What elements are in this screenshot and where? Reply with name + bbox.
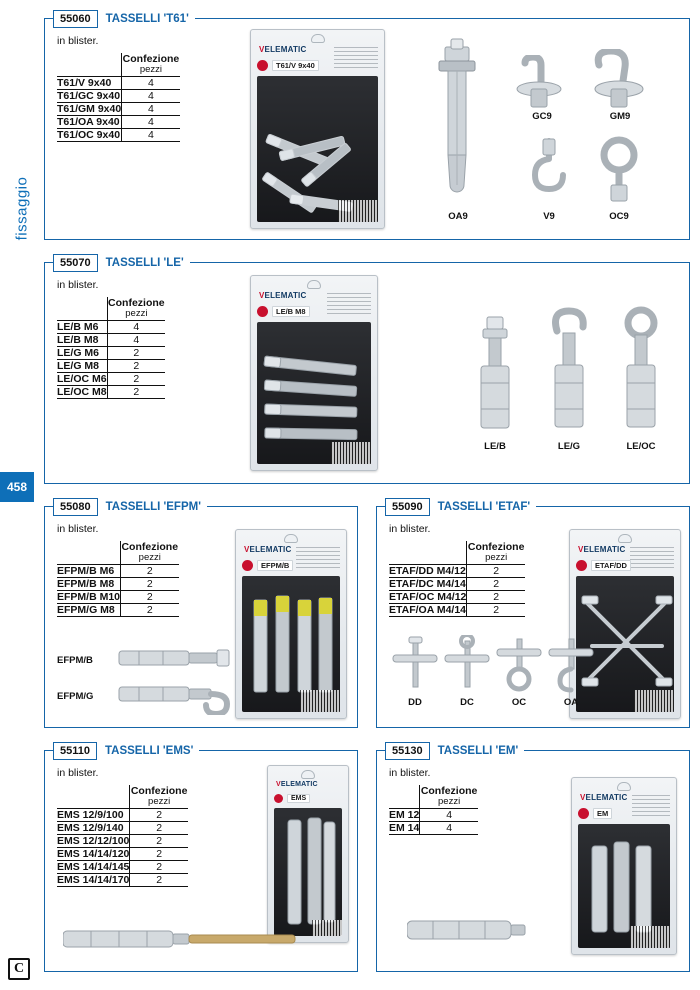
table-row: T61/GM 9x40 4 <box>57 102 180 115</box>
section-title: TASSELLI 'T61' <box>98 10 189 28</box>
figure-oa9 <box>419 37 497 222</box>
figure-le-oc <box>611 305 671 450</box>
pack-label-row <box>274 794 342 803</box>
section-header-55110 <box>53 742 199 760</box>
figure-caption: OA <box>563 697 579 708</box>
brand-dot-icon <box>257 306 268 317</box>
pack-label-row <box>578 808 670 819</box>
section-55110 <box>44 745 358 972</box>
section-header-55080 <box>53 498 207 516</box>
table-row: EFPM/B M6 2 <box>57 564 179 577</box>
figure-efpm-g <box>115 675 245 720</box>
col-name-header <box>57 785 130 808</box>
pack-label: LE/B M8 <box>272 306 310 317</box>
barcode <box>630 926 670 948</box>
col-qty-header: Confezione pezzi <box>122 53 180 76</box>
table-row: ETAF/DC M4/14 2 <box>389 577 525 590</box>
table-row: EFPM/G M8 2 <box>57 603 179 616</box>
col-name-header <box>389 785 420 808</box>
section-title: TASSELLI 'EMS' <box>97 742 193 760</box>
blister-note: in blister. <box>389 523 431 535</box>
section-55060 <box>44 13 690 240</box>
figure-caption: DD <box>408 697 422 708</box>
product-table-55110 <box>57 785 188 887</box>
product-pack-image <box>250 29 385 229</box>
pack-label-row <box>242 560 340 571</box>
barcode <box>300 690 340 712</box>
pack-label: T61/V 9x40 <box>272 60 319 71</box>
section-code: 55110 <box>53 742 97 760</box>
table-row: EMS 12/9/100 2 <box>57 808 188 821</box>
section-header-55070 <box>53 254 190 272</box>
hang-hole <box>618 534 632 543</box>
section-header-55090 <box>385 498 536 516</box>
table-row: EMS 12/12/100 2 <box>57 834 188 847</box>
col-qty-header: Confezione pezzi <box>121 541 179 564</box>
section-code: 55060 <box>53 10 98 28</box>
figure-gm9 <box>587 49 653 122</box>
hang-hole <box>307 280 321 289</box>
hang-hole <box>311 34 325 43</box>
product-table-55080 <box>57 541 179 617</box>
figure-caption: OA9 <box>448 211 468 222</box>
section-55130 <box>376 745 690 972</box>
figure-oa <box>547 635 595 706</box>
table-row: T61/V 9x40 4 <box>57 76 180 89</box>
figure-dc <box>443 635 491 706</box>
col-name-header <box>389 541 467 564</box>
figure-caption-efpm-g: EFPM/G <box>57 691 94 702</box>
section-55070 <box>44 257 690 484</box>
pack-label-row <box>257 306 371 317</box>
figure-oc <box>495 635 543 706</box>
table-row: T61/OC 9x40 4 <box>57 128 180 141</box>
figure-caption: OC <box>511 697 527 708</box>
brand-logo: VELEMATIC <box>276 781 318 788</box>
brand-logo: VELEMATIC <box>580 793 628 802</box>
category-label: fissaggio <box>13 176 31 241</box>
table-row: ETAF/OA M4/14 2 <box>389 603 525 616</box>
publisher-logo: C <box>8 958 30 980</box>
product-pack-image <box>571 777 677 955</box>
figure-dd <box>391 635 439 706</box>
figure-le-b <box>465 313 525 452</box>
figure-ems-detail <box>63 917 303 962</box>
pack-label-row <box>576 560 674 571</box>
product-table-55090 <box>389 541 525 617</box>
barcode <box>312 920 342 936</box>
figure-v9 <box>519 137 579 222</box>
blister-note: in blister. <box>57 523 99 535</box>
col-name-header <box>57 53 122 76</box>
figure-caption: LE/B <box>484 441 506 452</box>
table-row: LE/B M6 4 <box>57 320 165 333</box>
figure-caption: LE/OC <box>626 441 656 452</box>
hang-hole <box>301 770 315 779</box>
table-row: EFPM/B M10 2 <box>57 590 179 603</box>
page-number: 458 <box>0 472 34 502</box>
figure-caption-efpm-b: EFPM/B <box>57 655 93 666</box>
table-row: T61/OA 9x40 4 <box>57 115 180 128</box>
brand-dot-icon <box>242 560 253 571</box>
table-row: EMS 14/14/120 2 <box>57 847 188 860</box>
section-55080 <box>44 501 358 728</box>
table-row: LE/OC M8 2 <box>57 385 165 398</box>
table-row: ETAF/DD M4/12 2 <box>389 564 525 577</box>
section-55090 <box>376 501 690 728</box>
table-row: ETAF/OC M4/12 2 <box>389 590 525 603</box>
brand-dot-icon <box>274 794 283 803</box>
hang-hole <box>284 534 298 543</box>
barcode <box>634 690 674 712</box>
table-row: LE/B M8 4 <box>57 333 165 346</box>
figure-caption: V9 <box>543 211 555 222</box>
figure-efpm-b <box>115 639 235 680</box>
blister-note: in blister. <box>57 35 99 47</box>
product-table-55130 <box>389 785 478 835</box>
section-title: TASSELLI 'LE' <box>98 254 184 272</box>
pack-label: ETAF/DD <box>591 560 631 571</box>
brand-dot-icon <box>578 808 589 819</box>
brand-logo: VELEMATIC <box>259 291 307 300</box>
section-code: 55130 <box>385 742 430 760</box>
brand-logo: VELEMATIC <box>578 545 626 554</box>
hang-hole <box>617 782 631 791</box>
col-qty-header: Confezione pezzi <box>130 785 188 808</box>
figure-gc9 <box>511 55 573 122</box>
section-title: TASSELLI 'EFPM' <box>98 498 201 516</box>
table-row: EMS 14/14/170 2 <box>57 873 188 886</box>
pack-label: EM <box>593 808 612 819</box>
table-row: EMS 12/9/140 2 <box>57 821 188 834</box>
product-pack-image <box>250 275 378 471</box>
figure-caption: GC9 <box>532 111 552 122</box>
figure-caption: DC <box>460 697 474 708</box>
brand-logo: VELEMATIC <box>244 545 292 554</box>
barcode <box>338 200 378 222</box>
figure-le-g <box>539 305 599 450</box>
section-header-55060 <box>53 10 195 28</box>
table-row: EMS 14/14/145 2 <box>57 860 188 873</box>
table-row: LE/G M6 2 <box>57 346 165 359</box>
product-table-55060 <box>57 53 180 142</box>
blister-note: in blister. <box>389 767 431 779</box>
product-table-55070 <box>57 297 165 399</box>
section-header-55130 <box>385 742 524 760</box>
section-title: TASSELLI 'EM' <box>430 742 519 760</box>
col-name-header <box>57 297 107 320</box>
figure-caption: GM9 <box>609 111 631 122</box>
table-row: EM 14 4 <box>389 821 478 834</box>
table-row: LE/OC M6 2 <box>57 372 165 385</box>
blister-note: in blister. <box>57 767 99 779</box>
pack-label: EFPM/B <box>257 560 293 571</box>
col-name-header <box>57 541 121 564</box>
figure-caption: LE/G <box>557 441 581 452</box>
section-code: 55080 <box>53 498 98 516</box>
col-qty-header: Confezione pezzi <box>420 785 478 808</box>
barcode <box>331 442 371 464</box>
table-row: T61/GC 9x40 4 <box>57 89 180 102</box>
product-pack-image <box>235 529 347 719</box>
figure-em-detail <box>407 909 537 954</box>
table-row: LE/G M8 2 <box>57 359 165 372</box>
section-code: 55070 <box>53 254 98 272</box>
figure-caption: OC9 <box>609 211 629 222</box>
table-row: EFPM/B M8 2 <box>57 577 179 590</box>
pack-label: EMS <box>287 794 310 803</box>
brand-dot-icon <box>576 560 587 571</box>
section-title: TASSELLI 'ETAF' <box>430 498 531 516</box>
left-rail <box>0 0 38 990</box>
brand-dot-icon <box>257 60 268 71</box>
col-qty-header: Confezione pezzi <box>108 297 165 320</box>
col-qty-header: Confezione pezzi <box>467 541 525 564</box>
section-code: 55090 <box>385 498 430 516</box>
blister-note: in blister. <box>57 279 99 291</box>
table-row: EM 12 4 <box>389 808 478 821</box>
figure-oc9 <box>587 133 651 222</box>
brand-logo: VELEMATIC <box>259 45 307 54</box>
pack-label-row <box>257 60 378 71</box>
